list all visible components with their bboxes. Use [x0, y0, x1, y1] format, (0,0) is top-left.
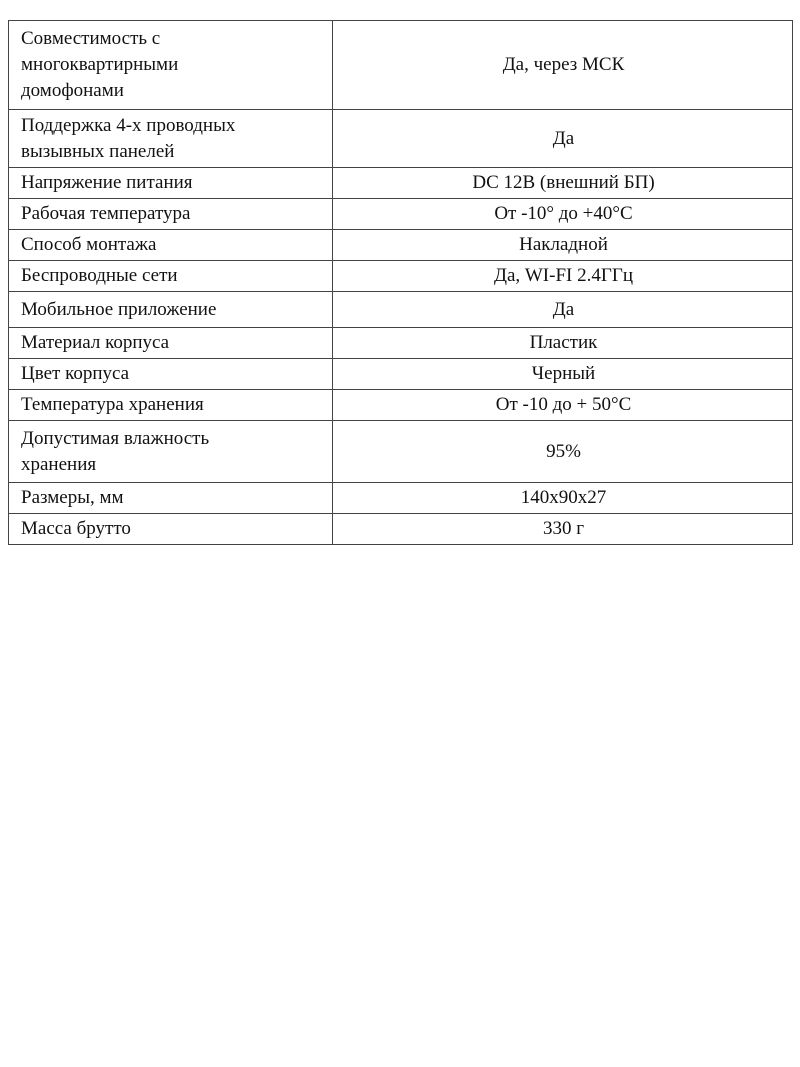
- value-cell: Да, WI-FI 2.4ГГц: [333, 261, 793, 292]
- value-cell: Да: [333, 110, 793, 168]
- param-cell: Совместимость с многоквартирными домофонами: [9, 21, 333, 110]
- table-row: [9, 483, 793, 514]
- value-cell: 140x90x27: [333, 483, 793, 514]
- table-row: [9, 514, 793, 545]
- param-cell: Цвет корпуса: [9, 359, 333, 390]
- param-cell: Способ монтажа: [9, 230, 333, 261]
- param-cell: Беспроводные сети: [9, 261, 333, 292]
- param-cell: Напряжение питания: [9, 168, 333, 199]
- table-row: [9, 261, 793, 292]
- value-cell: Пластик: [333, 328, 793, 359]
- table-row: [9, 168, 793, 199]
- value-cell: 330 г: [333, 514, 793, 545]
- param-cell: Материал корпуса: [9, 328, 333, 359]
- param-cell: Масса брутто: [9, 514, 333, 545]
- table-row: [9, 359, 793, 390]
- value-cell: 95%: [333, 421, 793, 483]
- value-cell: Да: [333, 292, 793, 328]
- spec-table: [8, 20, 793, 545]
- table-row: [9, 21, 793, 110]
- table-row: [9, 421, 793, 483]
- value-cell: Накладной: [333, 230, 793, 261]
- table-row: [9, 199, 793, 230]
- table-row: [9, 230, 793, 261]
- table-row: [9, 390, 793, 421]
- value-cell: Да, через МСК: [333, 21, 793, 110]
- param-cell: Мобильное приложение: [9, 292, 333, 328]
- table-row: [9, 292, 793, 328]
- value-cell: Черный: [333, 359, 793, 390]
- param-cell: Размеры, мм: [9, 483, 333, 514]
- table-row: [9, 328, 793, 359]
- value-cell: DC 12В (внешний БП): [333, 168, 793, 199]
- table-row: [9, 110, 793, 168]
- param-cell: Допустимая влажность хранения: [9, 421, 333, 483]
- param-cell: Рабочая температура: [9, 199, 333, 230]
- spec-table-body: [9, 21, 793, 545]
- param-cell: Температура хранения: [9, 390, 333, 421]
- value-cell: От -10 до + 50°С: [333, 390, 793, 421]
- param-cell: Поддержка 4-х проводных вызывных панелей: [9, 110, 333, 168]
- value-cell: От -10° до +40°С: [333, 199, 793, 230]
